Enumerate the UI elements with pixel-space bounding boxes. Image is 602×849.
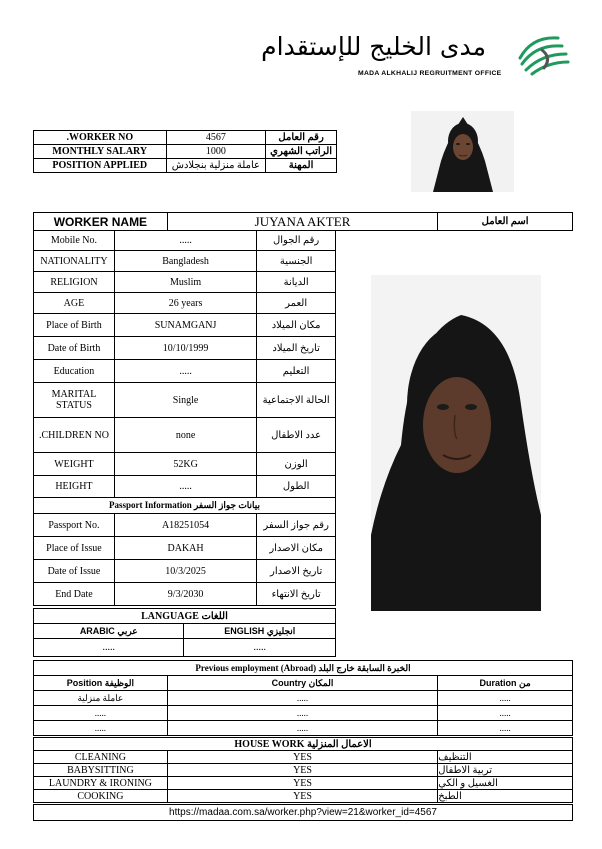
details-row: [34, 476, 336, 498]
footer-url-link[interactable]: https://madaa.com.sa/worker.php?view=21&worker_id=4567: [33, 804, 573, 821]
passport-label-ar: تاريخ الاصدار: [257, 560, 336, 583]
housework-label: COOKING: [34, 790, 168, 803]
language-value-row: [34, 639, 336, 657]
language-english-value: .....: [184, 639, 336, 657]
previous-position: .....: [34, 706, 168, 721]
housework-label-ar: تربية الاطفال: [438, 764, 573, 777]
housework-label-ar: الطبخ: [438, 790, 573, 803]
housework-row: [34, 764, 573, 777]
details-row: [34, 418, 336, 453]
passport-value: 10/3/2025: [114, 560, 256, 583]
detail-value: 52KG: [114, 453, 256, 476]
previous-row: [34, 721, 573, 736]
detail-label-ar: الطول: [257, 476, 336, 498]
previous-employment-table: [33, 660, 573, 736]
detail-label: AGE: [34, 293, 115, 314]
housework-value: YES: [167, 777, 437, 790]
housework-label-ar: التنظيف: [438, 751, 573, 764]
logo-arabic-text: مدى الخليج للإستقدام: [261, 32, 486, 61]
details-row: [34, 231, 336, 251]
detail-value: .....: [114, 360, 256, 383]
details-row: [34, 251, 336, 272]
passport-value: DAKAH: [114, 537, 256, 560]
language-section-title: LANGUAGE اللغات: [34, 609, 336, 624]
summary-row: [34, 145, 337, 159]
detail-label: RELIGION: [34, 272, 115, 293]
language-arabic-value: .....: [34, 639, 184, 657]
passport-label: Date of Issue: [34, 560, 115, 583]
logo-emblem-icon: [512, 28, 570, 76]
detail-label-ar: الوزن: [257, 453, 336, 476]
housework-value: YES: [167, 751, 437, 764]
company-logo: [261, 28, 570, 84]
housework-value: YES: [167, 764, 437, 777]
previous-column-row: [34, 676, 573, 691]
previous-country: .....: [167, 706, 437, 721]
summary-label: .WORKER NO: [34, 131, 167, 145]
summary-label-ar: رقم العامل: [266, 131, 337, 145]
summary-value: 1000: [166, 145, 266, 159]
detail-label: WEIGHT: [34, 453, 115, 476]
column-country: Country المكان: [167, 676, 437, 691]
detail-label: Mobile No.: [34, 231, 115, 251]
details-row: [34, 360, 336, 383]
housework-row: [34, 777, 573, 790]
worker-name-label-ar: اسم العامل: [438, 213, 573, 231]
passport-label-ar: مكان الاصدار: [257, 537, 336, 560]
worker-photo-large: [371, 275, 541, 611]
previous-section-title: Previous employment (Abroad) الخبرة السابقة خارج البلد: [34, 661, 573, 676]
detail-label-ar: الحالة الاجتماعية: [257, 383, 336, 418]
previous-country: .....: [167, 691, 437, 706]
summary-table: [33, 130, 337, 173]
housework-label: CLEANING: [34, 751, 168, 764]
previous-row: [34, 691, 573, 706]
language-arabic-label: ARABIC عربي: [34, 624, 184, 639]
detail-value: Muslim: [114, 272, 256, 293]
detail-value: SUNAMGANJ: [114, 314, 256, 337]
detail-value: 10/10/1999: [114, 337, 256, 360]
language-english-label: ENGLISH انجليزي: [184, 624, 336, 639]
passport-value: A18251054: [114, 514, 256, 537]
detail-label-ar: مكان الميلاد: [257, 314, 336, 337]
summary-label: POSITION APPLIED: [34, 159, 167, 173]
worker-name-value: JUYANA AKTER: [167, 213, 437, 231]
detail-label-ar: الديانة: [257, 272, 336, 293]
detail-label: Date of Birth: [34, 337, 115, 360]
details-row: [34, 293, 336, 314]
summary-row: [34, 131, 337, 145]
summary-label-ar: الراتب الشهري: [266, 145, 337, 159]
passport-row: [34, 583, 336, 606]
passport-label: Passport No.: [34, 514, 115, 537]
passport-row: [34, 514, 336, 537]
housework-label: BABYSITTING: [34, 764, 168, 777]
detail-label: Place of Birth: [34, 314, 115, 337]
housework-header-row: [34, 738, 573, 751]
detail-value: .....: [114, 476, 256, 498]
details-row: [34, 314, 336, 337]
housework-label-ar: الغسيل و الكي: [438, 777, 573, 790]
housework-row: [34, 751, 573, 764]
detail-label: MARITAL STATUS: [34, 383, 115, 418]
passport-label: End Date: [34, 583, 115, 606]
detail-label-ar: تاريخ الميلاد: [257, 337, 336, 360]
detail-label-ar: رقم الجوال: [257, 231, 336, 251]
summary-label: MONTHLY SALARY: [34, 145, 167, 159]
previous-position: عاملة منزلية: [34, 691, 168, 706]
worker-name-table: [33, 212, 573, 231]
detail-value: Bangladesh: [114, 251, 256, 272]
previous-duration: .....: [438, 706, 573, 721]
passport-row: [34, 560, 336, 583]
detail-value: 26 years: [114, 293, 256, 314]
housework-label: LAUNDRY & IRONING: [34, 777, 168, 790]
passport-header-row: [34, 498, 336, 514]
previous-duration: .....: [438, 721, 573, 736]
worker-name-label: WORKER NAME: [34, 213, 168, 231]
summary-row: [34, 159, 337, 173]
housework-row: [34, 790, 573, 803]
detail-label: HEIGHT: [34, 476, 115, 498]
passport-label: Place of Issue: [34, 537, 115, 560]
previous-position: .....: [34, 721, 168, 736]
passport-row: [34, 537, 336, 560]
detail-label-ar: العمر: [257, 293, 336, 314]
housework-value: YES: [167, 790, 437, 803]
previous-duration: .....: [438, 691, 573, 706]
worker-name-row: [34, 213, 573, 231]
previous-header-row: [34, 661, 573, 676]
worker-photo-small: [411, 111, 514, 192]
summary-label-ar: المهنة: [266, 159, 337, 173]
detail-label: NATIONALITY: [34, 251, 115, 272]
passport-label-ar: تاريخ الانتهاء: [257, 583, 336, 606]
logo-english-text: MADA ALKHALIJ REGRUITMENT OFFICE: [358, 70, 502, 77]
details-row: [34, 453, 336, 476]
detail-label-ar: عدد الاطفال: [257, 418, 336, 453]
language-header-row: [34, 609, 336, 624]
column-position: Position الوظيفة: [34, 676, 168, 691]
language-label-row: [34, 624, 336, 639]
detail-label: Education: [34, 360, 115, 383]
detail-label: .CHILDREN NO: [34, 418, 115, 453]
passport-value: 9/3/2030: [114, 583, 256, 606]
passport-label-ar: رقم جواز السفر: [257, 514, 336, 537]
details-row: [34, 383, 336, 418]
details-row: [34, 272, 336, 293]
language-table: [33, 608, 336, 657]
detail-value: .....: [114, 231, 256, 251]
housework-section-title: HOUSE WORK الاعمال المنزلية: [34, 738, 573, 751]
previous-country: .....: [167, 721, 437, 736]
detail-value: Single: [114, 383, 256, 418]
summary-value: عاملة منزلية بنجلادش: [166, 159, 266, 173]
house-work-table: [33, 737, 573, 803]
detail-label-ar: التعليم: [257, 360, 336, 383]
detail-label-ar: الجنسية: [257, 251, 336, 272]
details-row: [34, 337, 336, 360]
column-duration: Duration من: [438, 676, 573, 691]
passport-section-title: Passport Information بيانات جواز السفر: [34, 498, 336, 514]
detail-value: none: [114, 418, 256, 453]
details-table: [33, 230, 336, 606]
previous-row: [34, 706, 573, 721]
summary-value: 4567: [166, 131, 266, 145]
